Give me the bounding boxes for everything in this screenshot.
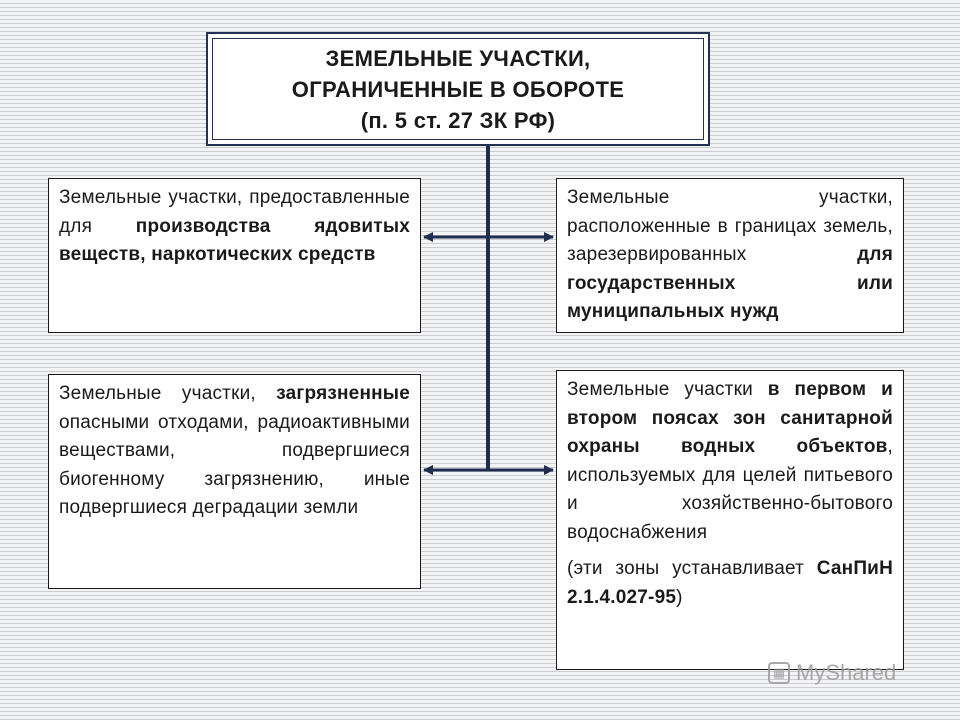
box-contaminated — [48, 374, 421, 589]
watermark — [768, 660, 896, 686]
box3-bold: загрязненные — [276, 383, 410, 404]
box3-text-1: Земельные участки, — [59, 383, 277, 404]
box4-note-open: (эти зоны устанавливает — [567, 558, 817, 579]
box-poisonous-substances — [48, 178, 421, 333]
box1-text: Земельные участки, предоставленные для — [59, 187, 410, 237]
box1-bold: производства ядовитых веществ, наркотических средств — [59, 215, 411, 265]
box-state-needs — [556, 178, 904, 333]
title-line-3: (п. 5 ст. 27 ЗК РФ) — [360, 107, 556, 133]
watermark-logo-icon: ▦ — [768, 662, 790, 684]
box2-text: Земельные участки, расположенные в границах земель, зарезервированных — [567, 187, 893, 265]
box4-text-2: , используемых для целей питьевого и хозяйственно-бытового водоснабжения — [567, 436, 893, 543]
box4-text-1: Земельные участки — [567, 379, 768, 400]
box2-bold: для государственных или муниципальных нужд — [567, 244, 893, 322]
title-line-2: ОГРАНИЧЕННЫЕ В ОБОРОТЕ — [291, 76, 625, 102]
box4-note — [567, 555, 893, 612]
title-line-1: ЗЕМЕЛЬНЫЕ УЧАСТКИ, — [325, 45, 591, 71]
box4-bold: в первом и втором поясах зон санитарной охраны водных объектов — [567, 379, 893, 457]
box-sanitary-zones — [556, 370, 904, 670]
watermark-text: MyShared — [796, 660, 897, 685]
box4-note-bold: СанПиН 2.1.4.027-95 — [567, 558, 893, 608]
box3-text-2: опасными отходами, радиоактивными веществами, подвергшиеся биогенному загрязнению, иные подвергшиеся деградации земли — [59, 411, 410, 518]
box4-main — [567, 376, 893, 547]
box4-note-close: ) — [676, 586, 683, 608]
